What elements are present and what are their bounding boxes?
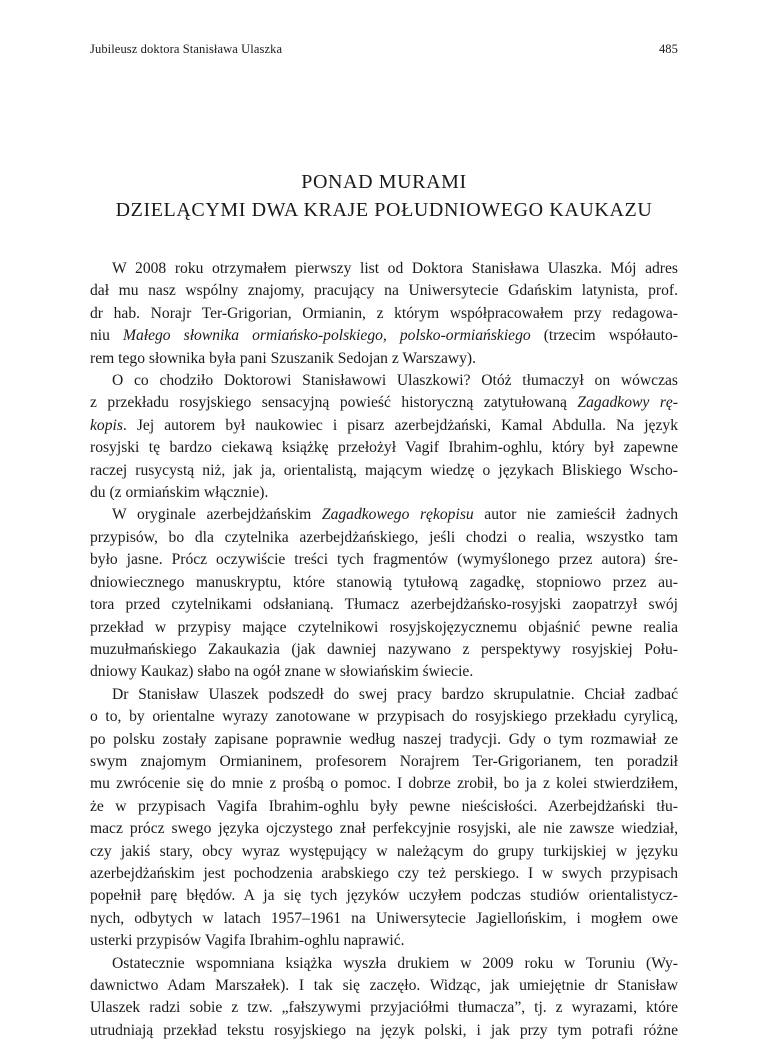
text-run: nych, odbytych w latach 1957–1961 na Uniwersytecie Jagiellońskim, i mogłem owe [90,909,678,927]
text-run: mu zwrócenie się do mnie z prośbą o pomoc. I dobrze zrobił, bo ja z kolei stwierdziłem, [90,775,678,793]
text-run: raczej rusycystą niż, jak ja, orientalistą, mającym wiedzę o językach Bliskiego Wscho- [90,461,678,479]
text-line [90,773,678,795]
text-run: Dr Stanisław Ulaszek podszedł do swej pracy bardzo skrupulatnie. Chciał zadbać [112,685,678,703]
text-run: W oryginale azerbejdżańskim [112,506,322,524]
text-run: dał mu nasz wspólny znajomy, pracujący na Uniwersytecie Gdańskim latynista, prof. [90,282,678,300]
text-line [90,617,678,639]
text-run: autor nie zamieścił żadnych [473,506,678,524]
italic-title-text: Zagadkowy rę- [577,394,678,412]
text-line [90,908,678,930]
text-line [90,549,678,571]
text-run: było jasne. Prócz oczywiście treści tych fragmentów (wymyślonego przez autora) śre- [90,551,678,569]
title-line-2: DZIELĄCYMI DWA KRAJE POŁUDNIOWEGO KAUKAZU [115,199,653,221]
text-line [90,437,678,459]
text-line [90,684,678,706]
text-run: (trzecim współauto- [530,327,678,345]
text-run: rosyjski tę bardzo ciekawą książkę przełożył Vagif Ibrahim-oghlu, który był zapewne [90,439,678,457]
paragraph [90,370,678,504]
text-run: Ostatecznie wspomniana książka wyszła drukiem w 2009 roku w Toruniu (Wy- [112,954,678,972]
text-run: przekład w przypisy mające czytelnikowi rosyjskojęzycznemu objaśnić pewne realia [90,618,678,636]
text-run: dawnictwo Adam Marszałek). I tak się zaczęło. Widząc, jak umiejętnie dr Stanisław [90,977,678,994]
text-line [90,661,678,683]
text-run: popełnił parę błędów. A ja się tych języków uczyłem podczas studiów orientalistycz- [90,887,678,905]
text-line [90,303,678,325]
text-run: niu [90,327,123,345]
text-run: dniowy Kaukaz) słabo na ogół znane w słowiańskim świecie. [90,663,474,681]
text-run: azerbejdżańskim jest pochodzenia arabskiego czy też perskiego. I w swych przypisach [90,864,678,882]
text-line [90,594,678,616]
text-run: muzułmańskiego Zakaukazia (jak dawniej nazywano z perspektywy rosyjskiej Połu- [90,640,678,658]
text-line [90,885,678,907]
text-run: po polsku zostały zapisane poprawnie według naszej tradycji. Gdy o tym rozmawiał ze [90,730,678,748]
paragraph [90,504,678,683]
text-run: O co chodziło Doktorowi Stanisławowi Ulaszkowi? Otóż tłumaczył on wówczas [112,372,678,390]
text-run: utrudniają przekład tekstu rosyjskiego na język polski, i jak przy tym potrafi różne [90,1021,678,1039]
text-run: dr hab. Norajr Ter-Grigorian, Ormianin, z którym współpracowałem przy redagowa- [90,304,678,322]
text-run: swym znajomym Ormianinem, profesorem Norajrem Ter-Grigorianem, ten poradził [90,752,678,770]
text-line [90,818,678,840]
text-line [90,639,678,661]
text-run: z przekładu rosyjskiego sensacyjną powieść historyczną zatytułowaną [90,394,578,412]
text-line [90,975,678,997]
text-run: tora przed czytelnikami odsłanianą. Tłumacz azerbejdżańsko-rosyjski zaopatrzył swój [90,596,678,614]
text-line [90,930,678,952]
text-line [90,572,678,594]
page-number: 485 [658,42,678,56]
text-run: czy jakiś stary, obcy wyraz występujący w należącym do grupy turkijskiej w języku [90,842,678,860]
text-run: usterki przypisów Vagifa Ibrahim-oghlu naprawić. [90,932,405,950]
text-line [90,1020,678,1042]
text-run: . Jej autorem był naukowiec i pisarz azerbejdżański, Kamal Abdulla. Na język [122,416,678,434]
text-run: przypisów, bo dla czytelnika azerbejdżańskiego, jeśli chodzi o realia, wszystko tam [90,528,678,546]
text-line [90,415,678,437]
text-line [90,729,678,751]
paragraph [90,258,678,370]
text-line [90,841,678,863]
text-run: że w przypisach Vagifa Ibrahim-oghlu były pewne nieścisłości. Azerbejdżański tłu- [90,797,678,815]
italic-title-text: kopis [90,416,123,434]
text-line [90,348,678,370]
text-line [90,258,678,280]
text-line [90,997,678,1019]
text-run: du (z ormiańskim włącznie). [90,484,269,502]
text-line [90,392,678,414]
text-line [90,325,678,347]
text-run: rem tego słownika była pani Szuszanik Sedojan z Warszawy). [90,349,477,367]
text-line [90,953,678,975]
paragraph [90,684,678,953]
running-title: Jubileusz doktora Stanisława Ulaszka [90,42,283,56]
text-line [90,504,678,526]
running-header [90,42,678,57]
title-line-1: PONAD MURAMI [301,171,467,193]
text-run: macz prócz swego języka ojczystego znał perfekcyjnie rosyjski, ale nie zawsze wiedział, [90,820,678,838]
italic-title-text: Zagadkowego rękopisu [321,506,474,524]
text-line [90,796,678,818]
text-run: Ulaszek radzi sobie z tzw. „fałszywymi przyjaciółmi tłumacza”, tj. z wyrazami, które [90,999,678,1017]
text-line [90,706,678,728]
article-body [90,258,678,1042]
text-run: W 2008 roku otrzymałem pierwszy list od Doktora Stanisława Ulaszka. Mój adres [112,260,678,277]
text-run: dniowiecznego manuskryptu, które stanowią tytułową zagadkę, stopniowo przez au- [90,573,678,591]
text-line [90,370,678,392]
text-line [90,460,678,482]
text-line [90,280,678,302]
text-line [90,863,678,885]
text-run: o to, by orientalne wyrazy zanotowane w przypisach do rosyjskiego przekładu cyrylicą, [90,708,678,726]
text-line [90,527,678,549]
text-line [90,482,678,504]
italic-title-text: Małego słownika ormiańsko-polskiego, polsko-ormiańskiego [122,327,531,345]
article-title [60,168,708,224]
text-line [90,751,678,773]
paragraph [90,953,678,1042]
